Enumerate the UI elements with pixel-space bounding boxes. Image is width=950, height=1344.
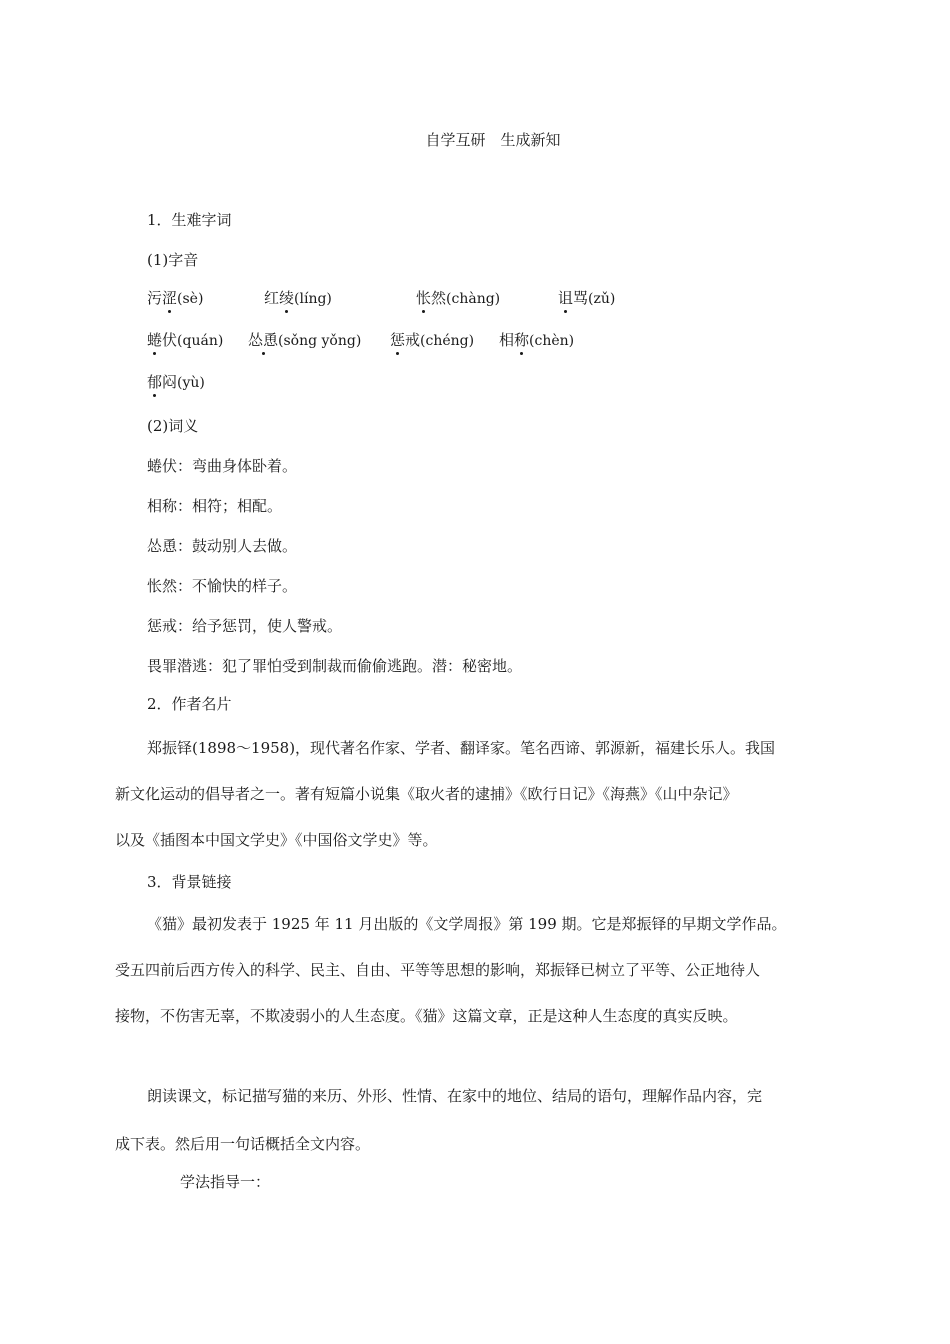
definition-item: 怅然：不愉快的样子。: [147, 577, 298, 595]
task-line: 朗读课文，标记描写猫的来历、外形、性情、在家中的地位、结局的语句，理解作品内容，完: [147, 1087, 763, 1105]
paragraph-line: 新文化运动的倡导者之一。著有短篇小说集《取火者的逮捕》《欧行日记》《海燕》《山中杂记》: [115, 785, 738, 803]
pron-item: 怅然(chàng): [416, 289, 501, 307]
pron-item: 污涩(sè): [147, 289, 204, 307]
definition-item: 惩戒：给予惩罚，使人警戒。: [147, 617, 343, 635]
paragraph-line: 郑振铎(1898～1958)，现代著名作家、学者、翻译家。笔名西谛、郭源新，福建长乐人。我国: [147, 739, 776, 757]
pron-item: 红绫(líng): [264, 289, 332, 307]
section-heading-vocabulary: 1．生难字词: [147, 211, 232, 229]
definition-item: 相称：相符；相配。: [147, 497, 283, 515]
task-line: 成下表。然后用一句话概括全文内容。: [115, 1135, 371, 1153]
definition-item: 蜷伏：弯曲身体卧着。: [147, 457, 298, 475]
page-title: 自学互研 生成新知: [425, 131, 561, 149]
subheading-meaning: (2)词义: [147, 417, 199, 435]
paragraph-line: 以及《插图本中国文学史》《中国俗文学史》等。: [115, 831, 438, 849]
pron-item: 相称(chèn): [499, 331, 575, 349]
pron-item: 郁闷(yù): [147, 373, 205, 391]
study-guide-label: 学法指导一：: [180, 1173, 271, 1191]
paragraph-line: 受五四前后西方传入的科学、民主、自由、平等等思想的影响，郑振铎已树立了平等、公正地待人: [115, 961, 761, 979]
pron-item: 诅骂(zǔ): [558, 289, 616, 307]
pron-item: 蜷伏(quán): [147, 331, 224, 349]
section-heading-background: 3．背景链接: [147, 873, 232, 891]
paragraph-line: 《猫》最初发表于 1925 年 11 月出版的《文学周报》第 199 期。它是郑振铎的早期文学作品。: [147, 915, 787, 933]
definition-item: 畏罪潜逃：犯了罪怕受到制裁而偷偷逃跑。潜：秘密地。: [147, 657, 523, 675]
subheading-pronunciation: (1)字音: [147, 251, 199, 269]
definition-item: 怂恿：鼓动别人去做。: [147, 537, 298, 555]
pron-item: 惩戒(chéng): [390, 331, 475, 349]
pron-item: 怂恿(sǒng yǒng): [248, 331, 362, 349]
paragraph-line: 接物，不伤害无辜，不欺凌弱小的人生态度。《猫》这篇文章，正是这种人生态度的真实反映。: [115, 1007, 738, 1025]
section-heading-author: 2．作者名片: [147, 695, 232, 713]
